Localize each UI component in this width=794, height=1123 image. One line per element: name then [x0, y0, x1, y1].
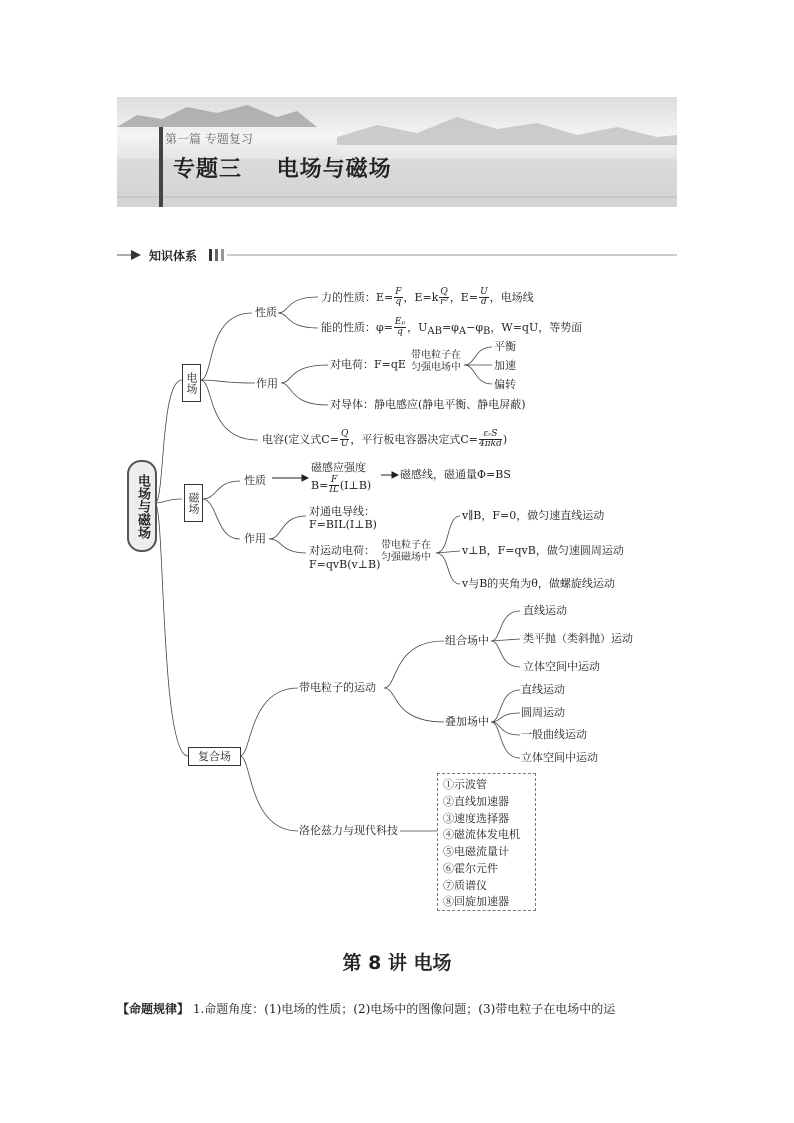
electric-field-node: 电场	[182, 364, 201, 402]
on-moving-formula: F=qvB(v⊥B)	[309, 558, 381, 571]
rule-tag: 【命题规律】	[117, 1002, 190, 1016]
chapter-number: 专题三	[173, 157, 243, 182]
tech-item: ②直线加速器	[443, 795, 509, 808]
tech-item: ③速度选择器	[443, 812, 509, 825]
lecture-title: 第 8 讲 电场	[342, 952, 452, 974]
superposed-item-circular: 圆周运动	[521, 706, 565, 719]
energy-property: 能的性质：φ= $\frac{\text{Eₚ}}{q}$ ，$U_{AB}=\varphi_A-\varphi_B$，W=qU，等势面	[321, 317, 583, 338]
on-charge: 对电荷：F=qE	[330, 358, 406, 371]
combined-item-projectile: 类平抛（类斜抛）运动	[523, 632, 633, 645]
case-parallel: v∥B，F=0，做匀速直线运动	[462, 509, 605, 522]
tech-item: ⑥霍尔元件	[443, 862, 498, 875]
proposition-rule	[117, 1000, 615, 1017]
combined-item-linear: 直线运动	[523, 604, 567, 617]
combined-item-3d: 立体空间中运动	[523, 660, 600, 673]
outcome-accelerate: 加速	[494, 359, 516, 372]
case-angle: v与B的夹角为θ，做螺旋线运动	[462, 577, 615, 590]
tech-item: ①示波管	[443, 778, 487, 791]
uniform-electric-field: 带电粒子在匀强电场中	[411, 350, 461, 373]
electric-effect-node: 作用	[256, 377, 278, 390]
on-conductor: 对导体：静电感应(静电平衡、静电屏蔽)	[330, 398, 526, 411]
outcome-deflect: 偏转	[494, 378, 516, 391]
electric-nature-node: 性质	[255, 306, 277, 319]
tech-item: ⑤电磁流量计	[443, 845, 509, 858]
section-label: 知识体系	[149, 249, 198, 263]
case-perpendicular: v⊥B，F=qvB，做匀速圆周运动	[462, 544, 624, 557]
capacitance: 电容(定义式C= $\frac{Q}{U}$ ，平行板电容器决定式C= $\frac{\text{εᵣS}}{\text{4πkd}}$ )	[262, 429, 508, 450]
series-label: 第一篇 专题复习	[165, 132, 253, 146]
on-wire-label: 对通电导线：	[309, 505, 375, 518]
magnetic-field-node: 磁场	[184, 484, 203, 522]
flux: 磁感线，磁通量Φ=BS	[400, 468, 511, 481]
superposed-field: 叠加场中	[445, 715, 489, 728]
rule-text: 1.命题角度：(1)电场的性质；(2)电场中的图像问题；(3)带电粒子在电场中的运	[192, 1002, 616, 1016]
combined-field: 组合场中	[445, 634, 489, 647]
on-wire-formula: F=BIL(I⊥B)	[309, 518, 377, 531]
chapter-name: 电场与磁场	[276, 157, 392, 182]
magnetic-nature-node: 性质	[244, 474, 266, 487]
induction-formula: B= $\frac{F}{IL}$ (I⊥B)	[311, 475, 372, 496]
magnetic-effect-node: 作用	[244, 532, 266, 545]
superposed-item-linear: 直线运动	[521, 683, 565, 696]
technology-list	[437, 773, 536, 911]
superposed-item-curve: 一般曲线运动	[521, 728, 587, 741]
force-property: 力的性质：E= $\frac{F}{q}$ ，E=k $\frac{Q}{\text{r²}}$ ，E= $\frac{U}{d}$ ，电场线	[321, 287, 534, 308]
composite-field-node: 复合场	[188, 747, 241, 766]
uniform-magnetic-field: 带电粒子在匀强磁场中	[381, 540, 431, 563]
tech-item: ④磁流体发电机	[443, 828, 520, 841]
tech-item: ⑧回旋加速器	[443, 895, 509, 908]
charged-particle-motion: 带电粒子的运动	[299, 681, 376, 694]
mindmap-root: 电场与磁场	[127, 460, 157, 552]
induction-label: 磁感应强度	[311, 461, 366, 474]
tech-item: ⑦质谱仪	[443, 879, 487, 892]
outcome-balance: 平衡	[494, 340, 516, 353]
superposed-item-3d: 立体空间中运动	[521, 751, 598, 764]
lorentz-technology: 洛伦兹力与现代科技	[299, 824, 398, 837]
on-moving-label: 对运动电荷：	[309, 544, 375, 557]
